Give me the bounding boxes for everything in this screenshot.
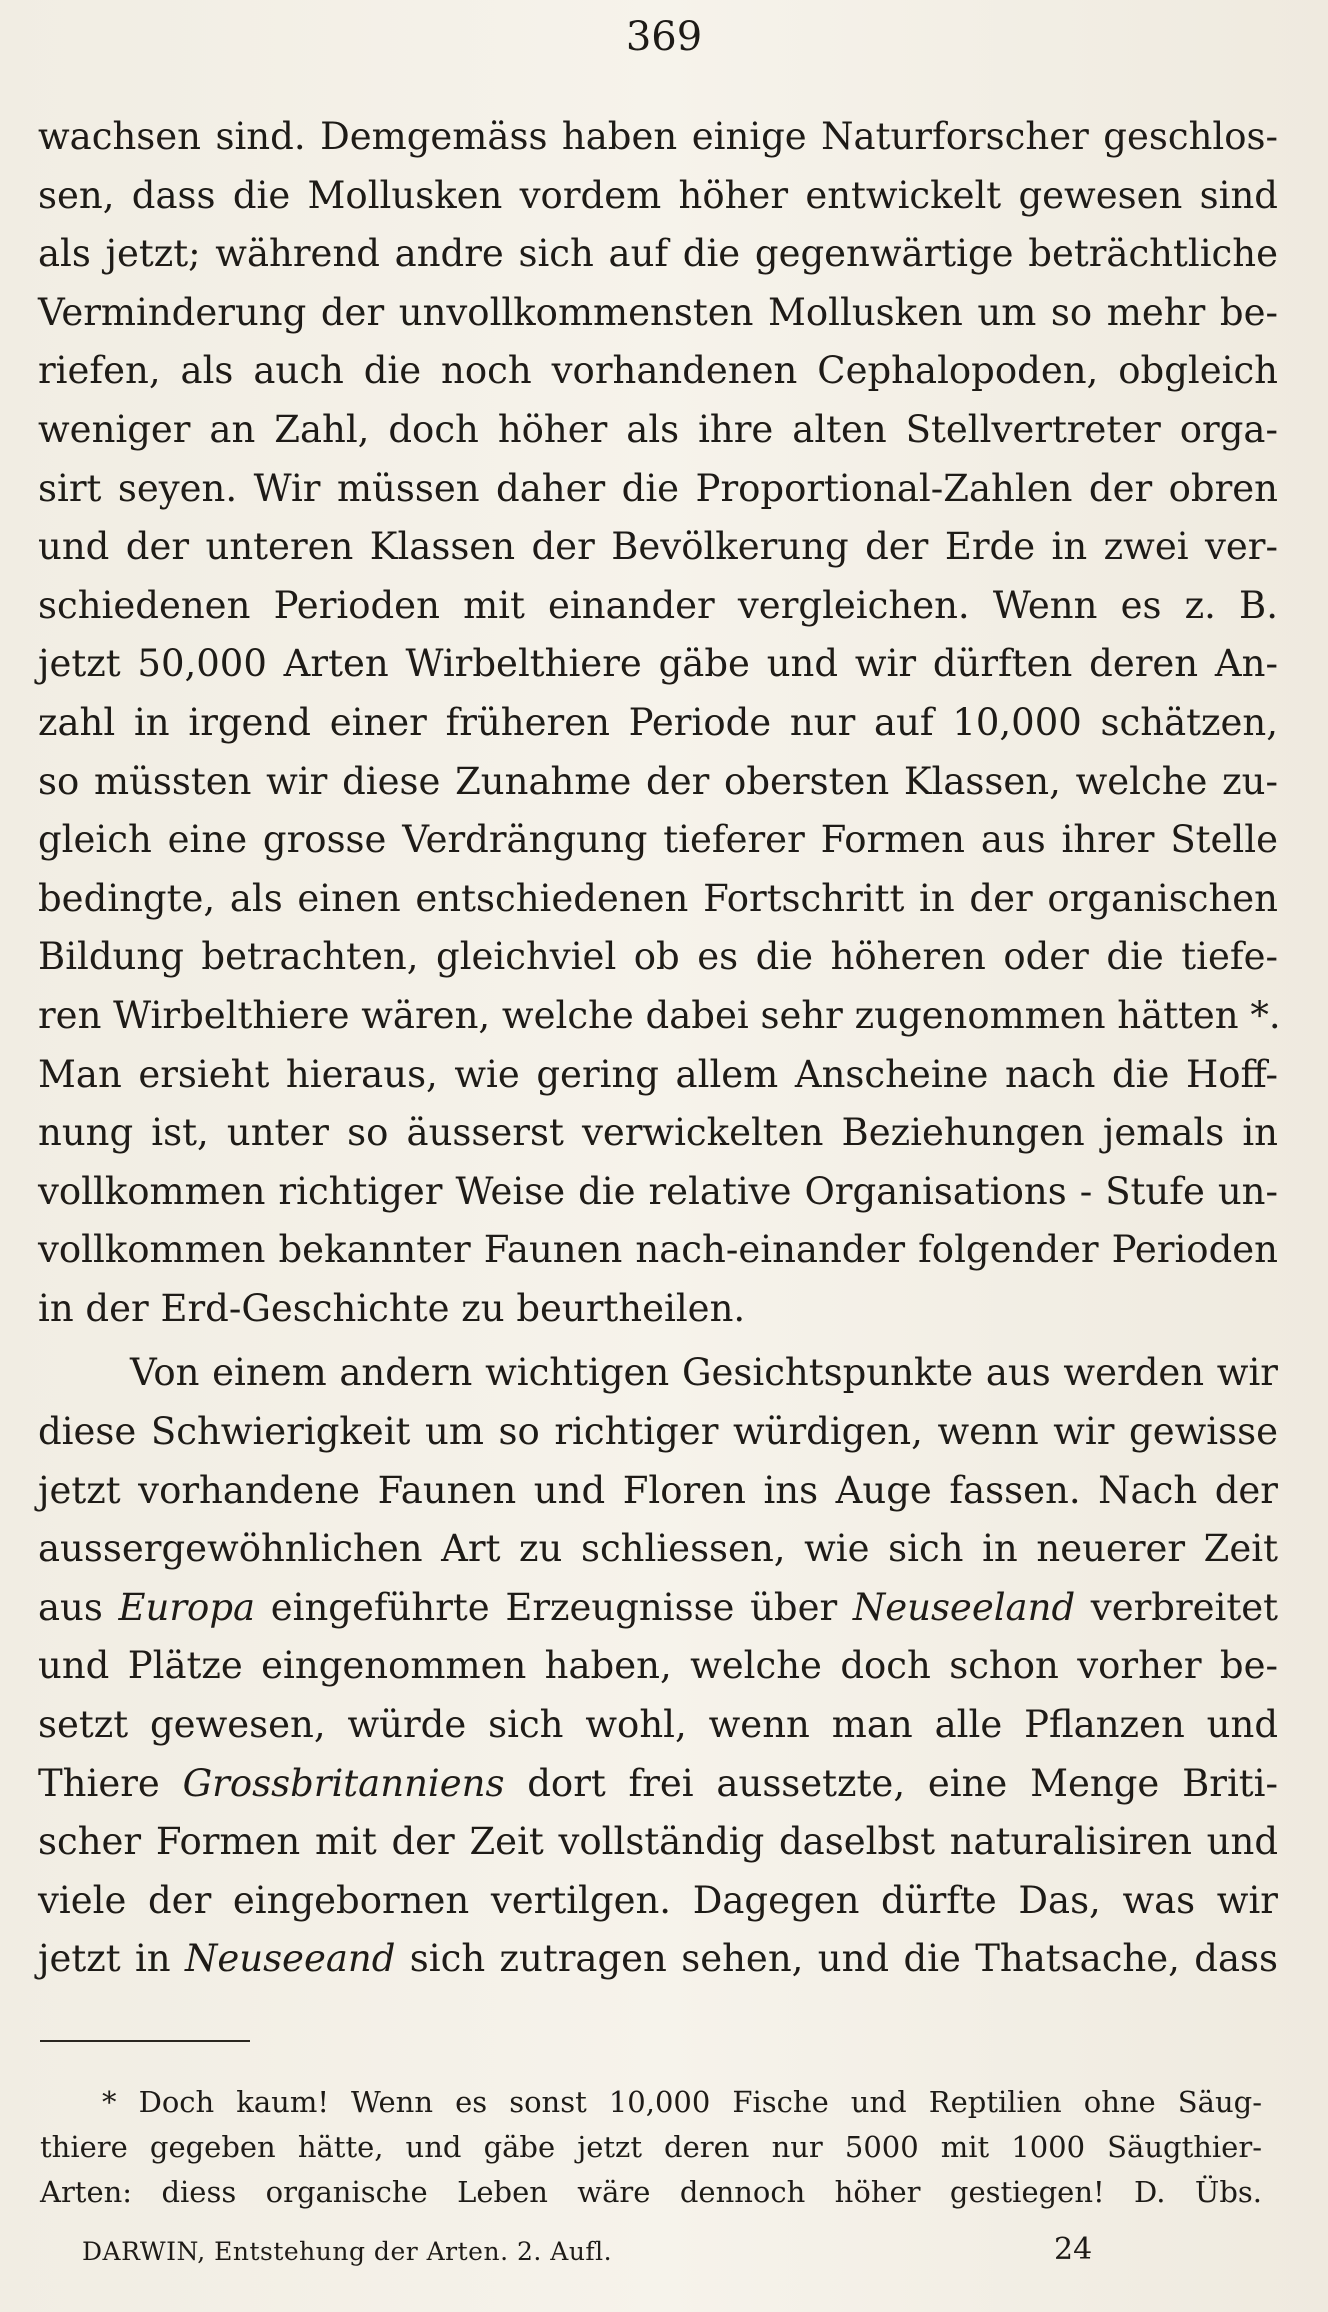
text-line: Von einem andern wichtigen Gesichtspunkte aus werden wir <box>130 1351 1278 1395</box>
body-text <box>38 108 1281 1989</box>
footnote-line: thiere gegeben hätte, und gäbe jetzt deren nur 5000 mit 1000 Säugthier- <box>40 2130 1262 2164</box>
text-line: vollkommen richtiger Weise die relative Organisations - Stufe un- <box>38 1169 1278 1213</box>
sheet-number: 24 <box>1054 2232 1093 2267</box>
text-line: und der unteren Klassen der Bevölkerung der Erde in zwei ver- <box>38 525 1278 569</box>
italic-place-name: Europa <box>118 1585 256 1629</box>
text-line: Man ersieht hieraus, wie gering allem Anscheine nach die Hoff- <box>38 1052 1278 1096</box>
footnote-rule <box>40 2040 250 2042</box>
text-line: scher Formen mit der Zeit vollständig daselbst naturalisiren und <box>38 1820 1278 1864</box>
text-line: Verminderung der unvollkommensten Mollusken um so mehr be- <box>38 290 1278 334</box>
text-line: nung ist, unter so äusserst verwickelten Beziehungen jemals in <box>38 1111 1278 1155</box>
text-line: diese Schwierigkeit um so richtiger würdigen, wenn wir gewisse <box>38 1410 1278 1454</box>
text-line <box>38 1755 1278 1814</box>
text-fragment: jetzt in <box>38 1937 185 1981</box>
text-fragment: verbreitet <box>1075 1585 1279 1629</box>
text-line: und Plätze eingenommen haben, welche doch schon vorher be- <box>38 1644 1278 1688</box>
text-line: ren Wirbelthiere wären, welche dabei sehr zugenommen hätten *. <box>38 993 1281 1037</box>
text-line: jetzt vorhandene Faunen und Floren ins Auge fassen. Nach der <box>38 1468 1278 1512</box>
footnote <box>40 2080 1262 2215</box>
text-fragment: dort frei aussetzte, eine Menge Briti- <box>504 1761 1278 1805</box>
text-fragment: sich zutragen sehen, und die Thatsache, dass <box>395 1937 1278 1981</box>
text-line: riefen, als auch die noch vorhandenen Cephalopoden, obgleich <box>38 349 1278 393</box>
text-line: jetzt 50,000 Arten Wirbelthiere gäbe und wir dürften deren An- <box>38 642 1278 686</box>
text-line: aussergewöhnlichen Art zu schliessen, wie sich in neuerer Zeit <box>38 1527 1278 1571</box>
italic-place-name: Neuseeland <box>852 1585 1076 1629</box>
printer-signature: DARWIN, Entstehung der Arten. 2. Aufl. <box>82 2237 613 2266</box>
text-line: in der Erd-Geschichte zu beurtheilen. <box>38 1286 746 1330</box>
text-line: zahl in irgend einer früheren Periode nur auf 10,000 schätzen, <box>38 700 1278 744</box>
text-line: gleich eine grosse Verdrängung tieferer Formen aus ihrer Stelle <box>38 818 1278 862</box>
footnote-line: Arten: diess organische Leben wäre dennoch höher gestiegen! D. Übs. <box>40 2175 1262 2209</box>
text-line: sen, dass die Mollusken vordem höher entwickelt gewesen sind <box>38 173 1278 217</box>
text-line <box>38 1930 1278 1989</box>
italic-place-name: Neuseeand <box>184 1937 396 1981</box>
text-line: wachsen sind. Demgemäss haben einige Naturforscher geschlos- <box>38 115 1278 158</box>
text-line: so müssten wir diese Zunahme der obersten Klassen, welche zu- <box>38 759 1278 803</box>
text-line: Bildung betrachten, gleichviel ob es die höheren oder die tiefe- <box>38 935 1278 979</box>
text-line: sirt seyen. Wir müssen daher die Proportional-Zahlen der obren <box>38 466 1278 510</box>
footnote-line: * Doch kaum! Wenn es sonst 10,000 Fische und Reptilien ohne Säug- <box>102 2085 1262 2119</box>
text-line: setzt gewesen, würde sich wohl, wenn man alle Pflanzen und <box>38 1703 1278 1747</box>
italic-place-name: Grossbritanniens <box>182 1761 505 1805</box>
text-fragment: aus <box>38 1585 119 1629</box>
text-line: bedingte, als einen entschiedenen Fortschritt in der organischen <box>38 876 1278 920</box>
page-number: 369 <box>625 14 703 60</box>
text-line: vollkommen bekannter Faunen nach-einander folgender Perioden <box>38 1228 1278 1272</box>
text-fragment: eingeführte Erzeugnisse über <box>255 1585 853 1629</box>
text-fragment: Thiere <box>38 1761 183 1805</box>
text-line: schiedenen Perioden mit einander vergleichen. Wenn es z. B. <box>38 583 1278 627</box>
text-line: weniger an Zahl, doch höher als ihre alten Stellvertreter orga- <box>38 407 1278 451</box>
text-line: als jetzt; während andre sich auf die gegenwärtige beträchtliche <box>38 232 1278 276</box>
text-line <box>38 1579 1278 1638</box>
text-line: viele der eingebornen vertilgen. Dagegen dürfte Das, was wir <box>38 1878 1278 1922</box>
